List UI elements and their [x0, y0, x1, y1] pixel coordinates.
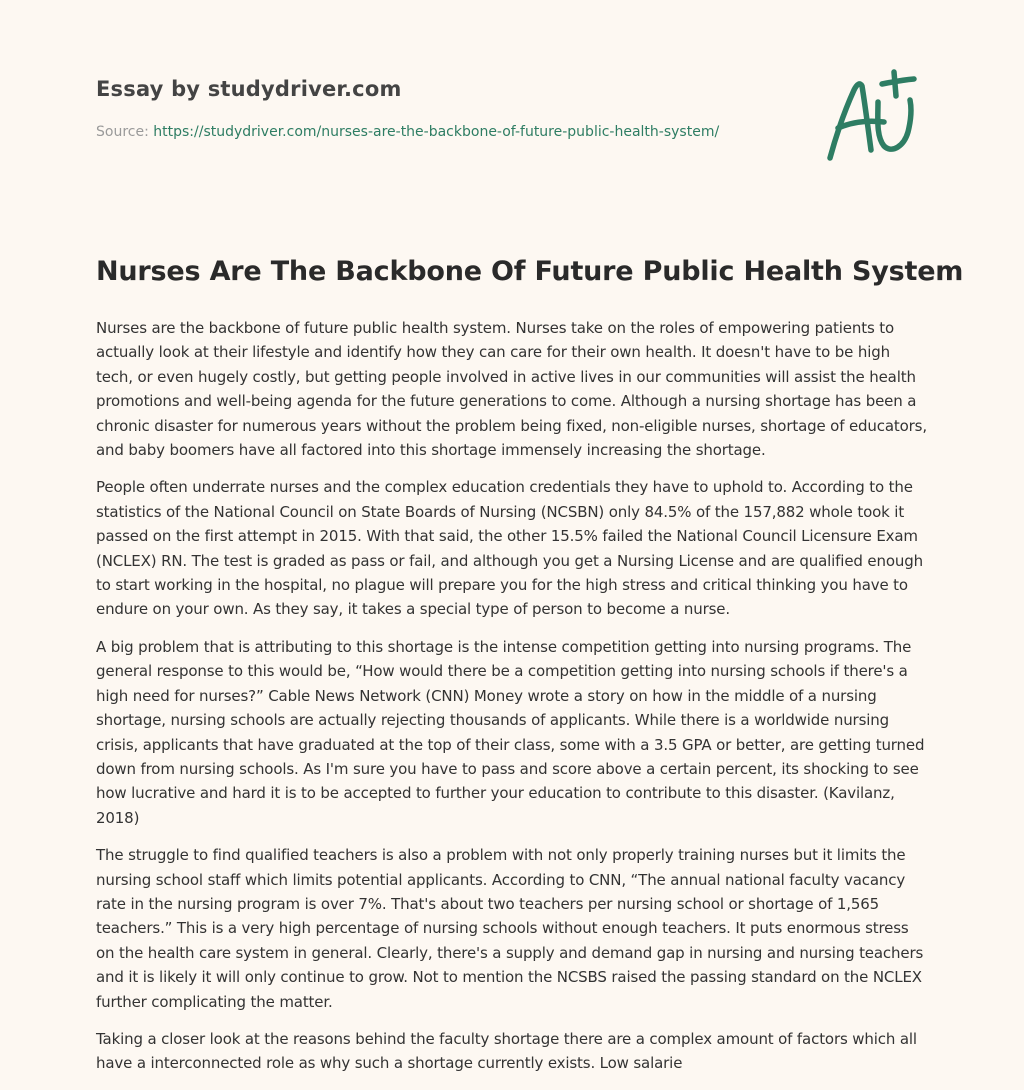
site-brand: Essay by studydriver.com: [96, 77, 402, 101]
essay-paragraph: People often underrate nurses and the complex education credentials they have to uphold to. According to the statistics of the National Council on State Boards of Nursing (NCSBN) only 84.5% of the 157,882 whole took it passed on the first attempt in 2015. With that said, the other 15.5% failed the National Council Licensure Exam (NCLEX) RN. The test is graded as pass or fail, and although you get a Nursing License and are qualified enough to start working in the hospital, no plague will prepare you for the high stress and critical thinking you have to endure on your own. As they say, it takes a special type of person to become a nurse.: [96, 478, 923, 619]
source-link[interactable]: https://studydriver.com/nurses-are-the-backbone-of-future-public-health-system/: [153, 124, 720, 140]
source-line: [96, 124, 719, 140]
essay-body: [96, 316, 928, 1089]
essay-paragraph: Nurses are the backbone of future public health system. Nurses take on the roles of empowering patients to actually look at their lifestyle and identify how they can care for their own health. It doesn't have to be high tech, or even hugely costly, but getting people involved in active lives in our communities will assist the health promotions and well-being agenda for the future generations to come. Although a nursing shortage has been a chronic disaster for numerous years without the problem being fixed, non-eligible nurses, shortage of educators, and baby boomers have all factored into this shortage immensely increasing the shortage.: [96, 319, 927, 460]
a-plus-grade-icon: [818, 66, 928, 166]
essay-paragraph: The struggle to find qualified teachers is also a problem with not only properly training nurses but it limits the nursing school staff which limits potential applicants. According to CNN, “The annual national faculty vacancy rate in the nursing program is over 7%. That's about two teachers per nursing school or shortage of 1,565 teachers.” This is a very high percentage of nursing schools without enough teachers. It puts enormous stress on the health care system in general. Clearly, there's a supply and demand gap in nursing and nursing teachers and it is likely it will only continue to grow. Not to mention the NCSBS raised the passing standard on the NCLEX further complicating the matter.: [96, 846, 924, 1011]
essay-title: Nurses Are The Backbone Of Future Public Health System: [96, 256, 964, 287]
source-label: Source:: [96, 124, 149, 140]
essay-paragraph: Taking a closer look at the reasons behind the faculty shortage there are a complex amount of factors which all have a interconnected role as why such a shortage currently exists. Low salarie: [96, 1029, 917, 1073]
essay-paragraph: A big problem that is attributing to this shortage is the intense competition getting into nursing programs. The general response to this would be, “How would there be a competition getting into nursing schools if there's a high need for nurses?” Cable News Network (CNN) Money wrote a story on how in the middle of a nursing shortage, nursing schools are actually rejecting thousands of applicants. While there is a worldwide nursing crisis, applicants that have graduated at the top of their class, some with a 3.5 GPA or better, are getting turned down from nursing schools. As I'm sure you have to pass and score above a certain percent, its shocking to see how lucrative and hard it is to be accepted to further your education to contribute to this disaster. (Kavilanz, 2018): [96, 637, 925, 827]
